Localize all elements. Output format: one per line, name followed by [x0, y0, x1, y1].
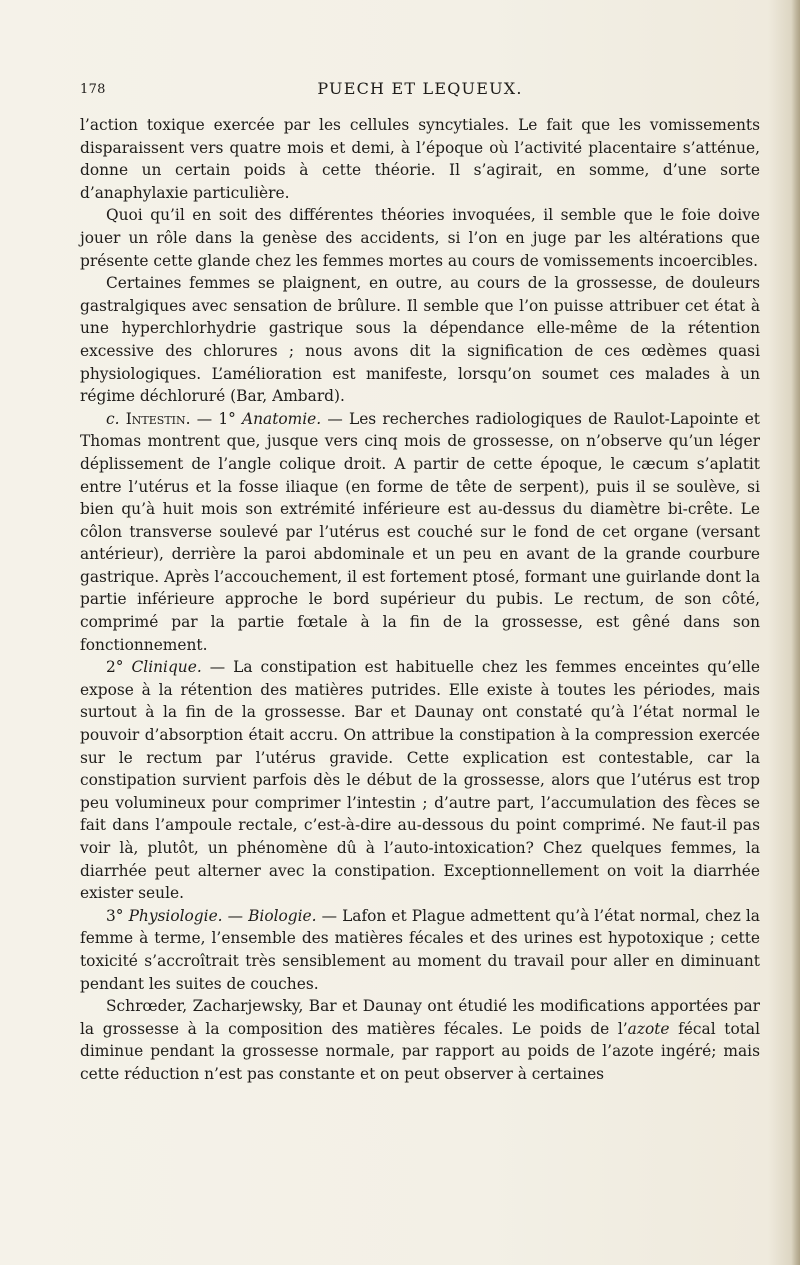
clinique-text: — La constipation est habituelle chez les femmes enceintes qu’elle expose à la rétention des matières putrides. Elle existe à toutes les périodes, mais surtout à la fin de la grossesse. Bar et Daunay ont constaté qu’à l’état normal le pouvoir d’absorption était accru. On attribue la constipation à la compression exercée sur le rectum par l’utérus gravide. Cette explication est contestable, car la constipation survient parfois dès le début de la grossesse, alors que l’utérus est trop peu volumineux pour comprimer l’intestin ; d’autre part, l’accumulation des fèces se fait dans l’ampoule rectale, c’est-à-dire au-dessous du point comprimé. Ne faut-il pas voir là, plutôt, un phénomène dû à l’auto-intoxication? Chez quelques femmes, la diarrhée peut alterner avec la constipation. Exceptionnellement on voit la diarrhée exister seule.: [80, 658, 760, 903]
paragraph-schroeder: [80, 995, 760, 1085]
schroeder-text-start: Schrœder, Zacharjewsky, Bar et Daunay ont étudié les modifications apportées par la grossesse à la composition des matières fécales. Le poids de l’: [80, 997, 760, 1038]
subheading-clinique: Clinique.: [131, 658, 202, 677]
paragraph-2: Quoi qu’il en soit des différentes théories invoquées, il semble que le foie doive jouer un rôle dans la genèse des accidents, si l’on en juge par les altérations que présente cette glande chez les femmes mortes au cours de vomissements incoercibles.: [80, 206, 760, 270]
subheading-physiologie: Physiologie.: [128, 906, 223, 925]
section-number: — 1°: [190, 409, 236, 428]
paragraph-physiologie: [80, 905, 760, 995]
page-number: 178: [80, 82, 106, 97]
clinique-number: 2°: [106, 658, 124, 677]
physiologie-number: 3°: [106, 906, 124, 925]
section-letter: c.: [106, 409, 120, 428]
running-title: PUECH ET LEQUEUX.: [317, 79, 523, 98]
paragraph-clinique: [80, 656, 760, 905]
section-heading: Intestin.: [125, 409, 191, 428]
subheading-anatomie: Anatomie.: [242, 409, 322, 428]
azote-term: azote: [627, 1019, 670, 1038]
paragraph-intestin: [80, 408, 760, 657]
page-header: [80, 79, 760, 106]
page-edge-shadow: [791, 0, 800, 1265]
body-text: [80, 114, 760, 1086]
paragraph-1: l’action toxique exercée par les cellules syncytiales. Le fait que les vomissements disparaissent vers quatre mois et demi, à l’époque où l’activité placentaire s’atténue, donne un certain poids à cette théorie. Il s’agirait, en somme, d’une sorte d’anaphylaxie particulière.: [80, 116, 760, 202]
subheading-biologie: Biologie.: [248, 906, 317, 925]
schroeder-text-end: fécal total diminue pendant la grossesse normale, par rapport au poids de l’azote ingéré; mais cette réduction n’est pas constante et on peut observer à certaines: [80, 1019, 760, 1083]
physiologie-dash: —: [222, 906, 249, 925]
paragraph-3: Certaines femmes se plaignent, en outre, au cours de la grossesse, de douleurs gastralgiques avec sensation de brûlure. Il semble que l’on puisse attribuer cet état à une hyperchlorhydrie gastrique sous la dépendance elle-même de la rétention excessive des chlorures ; nous avons dit la signification de ces œdèmes quasi physiologiques. L’amélioration est manifeste, lorsqu’on soumet ces malades à un régime déchloruré (Bar, Ambard).: [80, 274, 760, 406]
anatomie-text: — Les recherches radiologiques de Raulot-Lapointe et Thomas montrent que, jusque vers cinq mois de grossesse, on n’observe qu’un léger déplissement de l’angle colique droit. A partir de cette époque, le cæcum s’aplatit entre l’utérus et la fosse iliaque (en forme de tête de serpent), puis il se soulève, si bien qu’à huit mois son extrémité inférieure est au-dessus du diamètre bi-crête. Le côlon transverse soulevé par l’utérus est couché sur le fond de cet organe (versant antérieur), derrière la paroi abdominale et un peu en avant de la grande courbure gastrique. Après l’accouchement, il est fortement ptosé, formant une guirlande dont la partie inférieure approche le bord supérieur du pubis. Le rectum, de son côté, comprimé par la partie fœtale à la fin de la grossesse, est gêné dans son fonctionnement.: [80, 409, 760, 654]
physiologie-text: — Lafon et Plague admettent qu’à l’état normal, chez la femme à terme, l’ensemble des matières fécales et des urines est hypotoxique ; cette toxicité s’accroîtrait très sensiblement au moment du travail pour aller en diminuant pendant les suites de couches.: [80, 906, 760, 993]
